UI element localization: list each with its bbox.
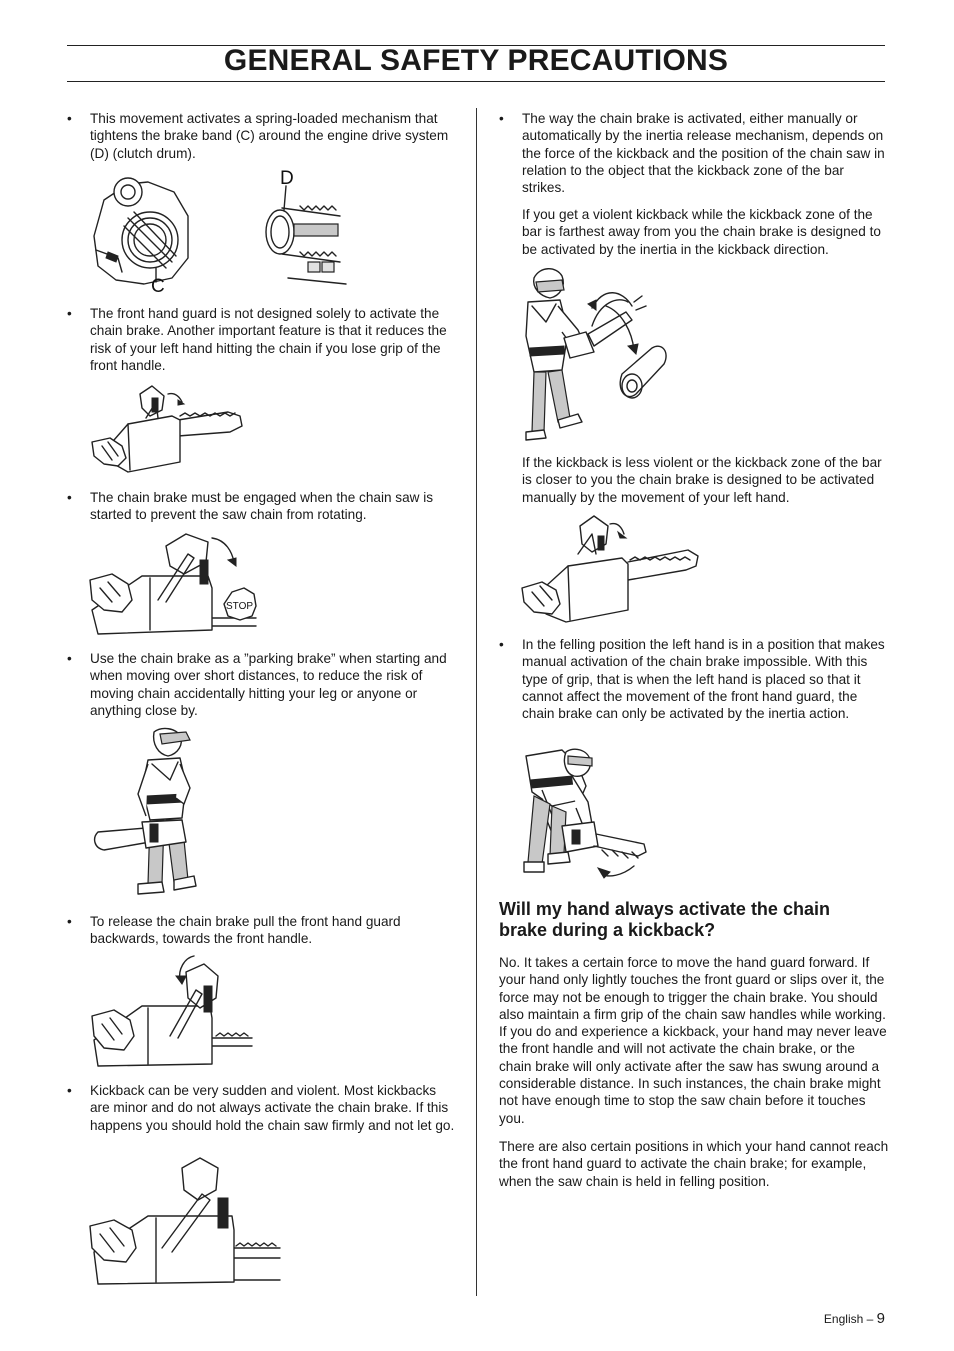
bullet-dot: • — [67, 306, 72, 321]
page-title: GENERAL SAFETY PRECAUTIONS — [223, 44, 729, 77]
manual-activation-figure — [520, 510, 700, 626]
carrying-chainsaw-figure — [90, 724, 200, 900]
bullet-text: In the felling position the left hand is in a position that makes manual activation of the chain brake impossible. With this type of grip, that is when the left hand is placed so that it cannot affect the movement of the front hand guard, the chain brake can only be activated by the inertia action. — [522, 637, 885, 722]
para-certain-force: No. It takes a certain force to move the hand guard forward. If your hand only lightly touches the front guard or slips over it, the force may not be enough to trigger the chain brake. You should also maintain a firm grip of the chain saw handles while working. If you do and experience a kickback, your hand may never leave the front handle and will not activate the chain brake, or the chain brake will only activate after the saw has swung around a considerable distance. In such instances, the chain brake might not have enough time to stop the saw chain before it touches you. — [499, 955, 887, 1126]
para-violent-kickback: If you get a violent kickback while the kickback zone of the bar is farthest away from you the chain brake is designed to be activated by the inertia in the kickback direction. — [522, 207, 881, 257]
bullet-text: Use the chain brake as a ”parking brake” when starting and when moving over short distances, to reduce the risk of moving chain accidentally hitting your leg or anyone or anything close by. — [90, 651, 447, 718]
page-footer — [824, 1310, 885, 1327]
para-positions-cannot-reach: There are also certain positions in which your hand cannot reach the front hand guard to activate the chain brake; for example, when the saw chain is held in felling position. — [499, 1139, 889, 1189]
bullet-text: This movement activates a spring-loaded mechanism that tightens the brake band (C) around the engine drive system (D) (clutch drum). — [90, 111, 449, 161]
bullet-dot: • — [499, 637, 504, 652]
inertia-kickback-figure — [522, 262, 672, 444]
bullet-text: The way the chain brake is activated, either manually or automatically by the inertia release mechanism, depends on the force of the kickback and the position of the chain saw in relation to the object that the kickback zone of the bar strikes. — [522, 111, 885, 196]
release-brake-figure — [88, 954, 254, 1070]
column-divider — [476, 108, 477, 1296]
brake-band-figure — [88, 166, 360, 297]
stop-sign-text: STOP — [226, 601, 254, 612]
label-c: C — [151, 276, 165, 297]
clutch-cover-drawing — [94, 178, 188, 284]
para-less-violent-kickback: If the kickback is less violent or the kickback zone of the bar is closer to you the chain brake is designed to be activated manually by the movement of your left hand. — [522, 455, 882, 505]
section-heading: Will my hand always activate the chain brake during a kickback? — [499, 899, 830, 940]
bullet-text: The chain brake must be engaged when the chain saw is started to prevent the saw chain from rotating. — [90, 490, 434, 523]
engage-brake-stop-figure — [88, 530, 264, 638]
bullet-dot: • — [67, 1083, 72, 1098]
bullet-text: To release the chain brake pull the front hand guard backwards, towards the front handle. — [90, 914, 401, 947]
bullet-dot: • — [67, 651, 72, 666]
bullet-text: The front hand guard is not designed solely to activate the chain brake. Another important feature is that it reduces the risk of your left hand hitting the chain if you lose grip of the front handle. — [90, 306, 447, 373]
bullet-dot: • — [67, 490, 72, 505]
page-number: 9 — [876, 1310, 885, 1327]
bullet-dot: • — [67, 914, 72, 929]
bullet-dot: • — [67, 111, 72, 126]
felling-position-figure — [522, 746, 652, 888]
clutch-drum-drawing — [266, 186, 346, 284]
footer-language: English — [823, 1312, 864, 1326]
footer-separator: – — [866, 1312, 874, 1326]
front-hand-guard-figure — [88, 380, 248, 480]
bullet-text: Kickback can be very sudden and violent. Most kickbacks are minor and do not always activate the chain brake. If this happens you should hold the chain saw firmly and not let go. — [90, 1083, 455, 1133]
bullet-dot: • — [499, 111, 504, 126]
header-bottom-rule — [67, 81, 885, 82]
firm-grip-figure — [88, 1156, 282, 1288]
label-d: D — [280, 168, 294, 189]
